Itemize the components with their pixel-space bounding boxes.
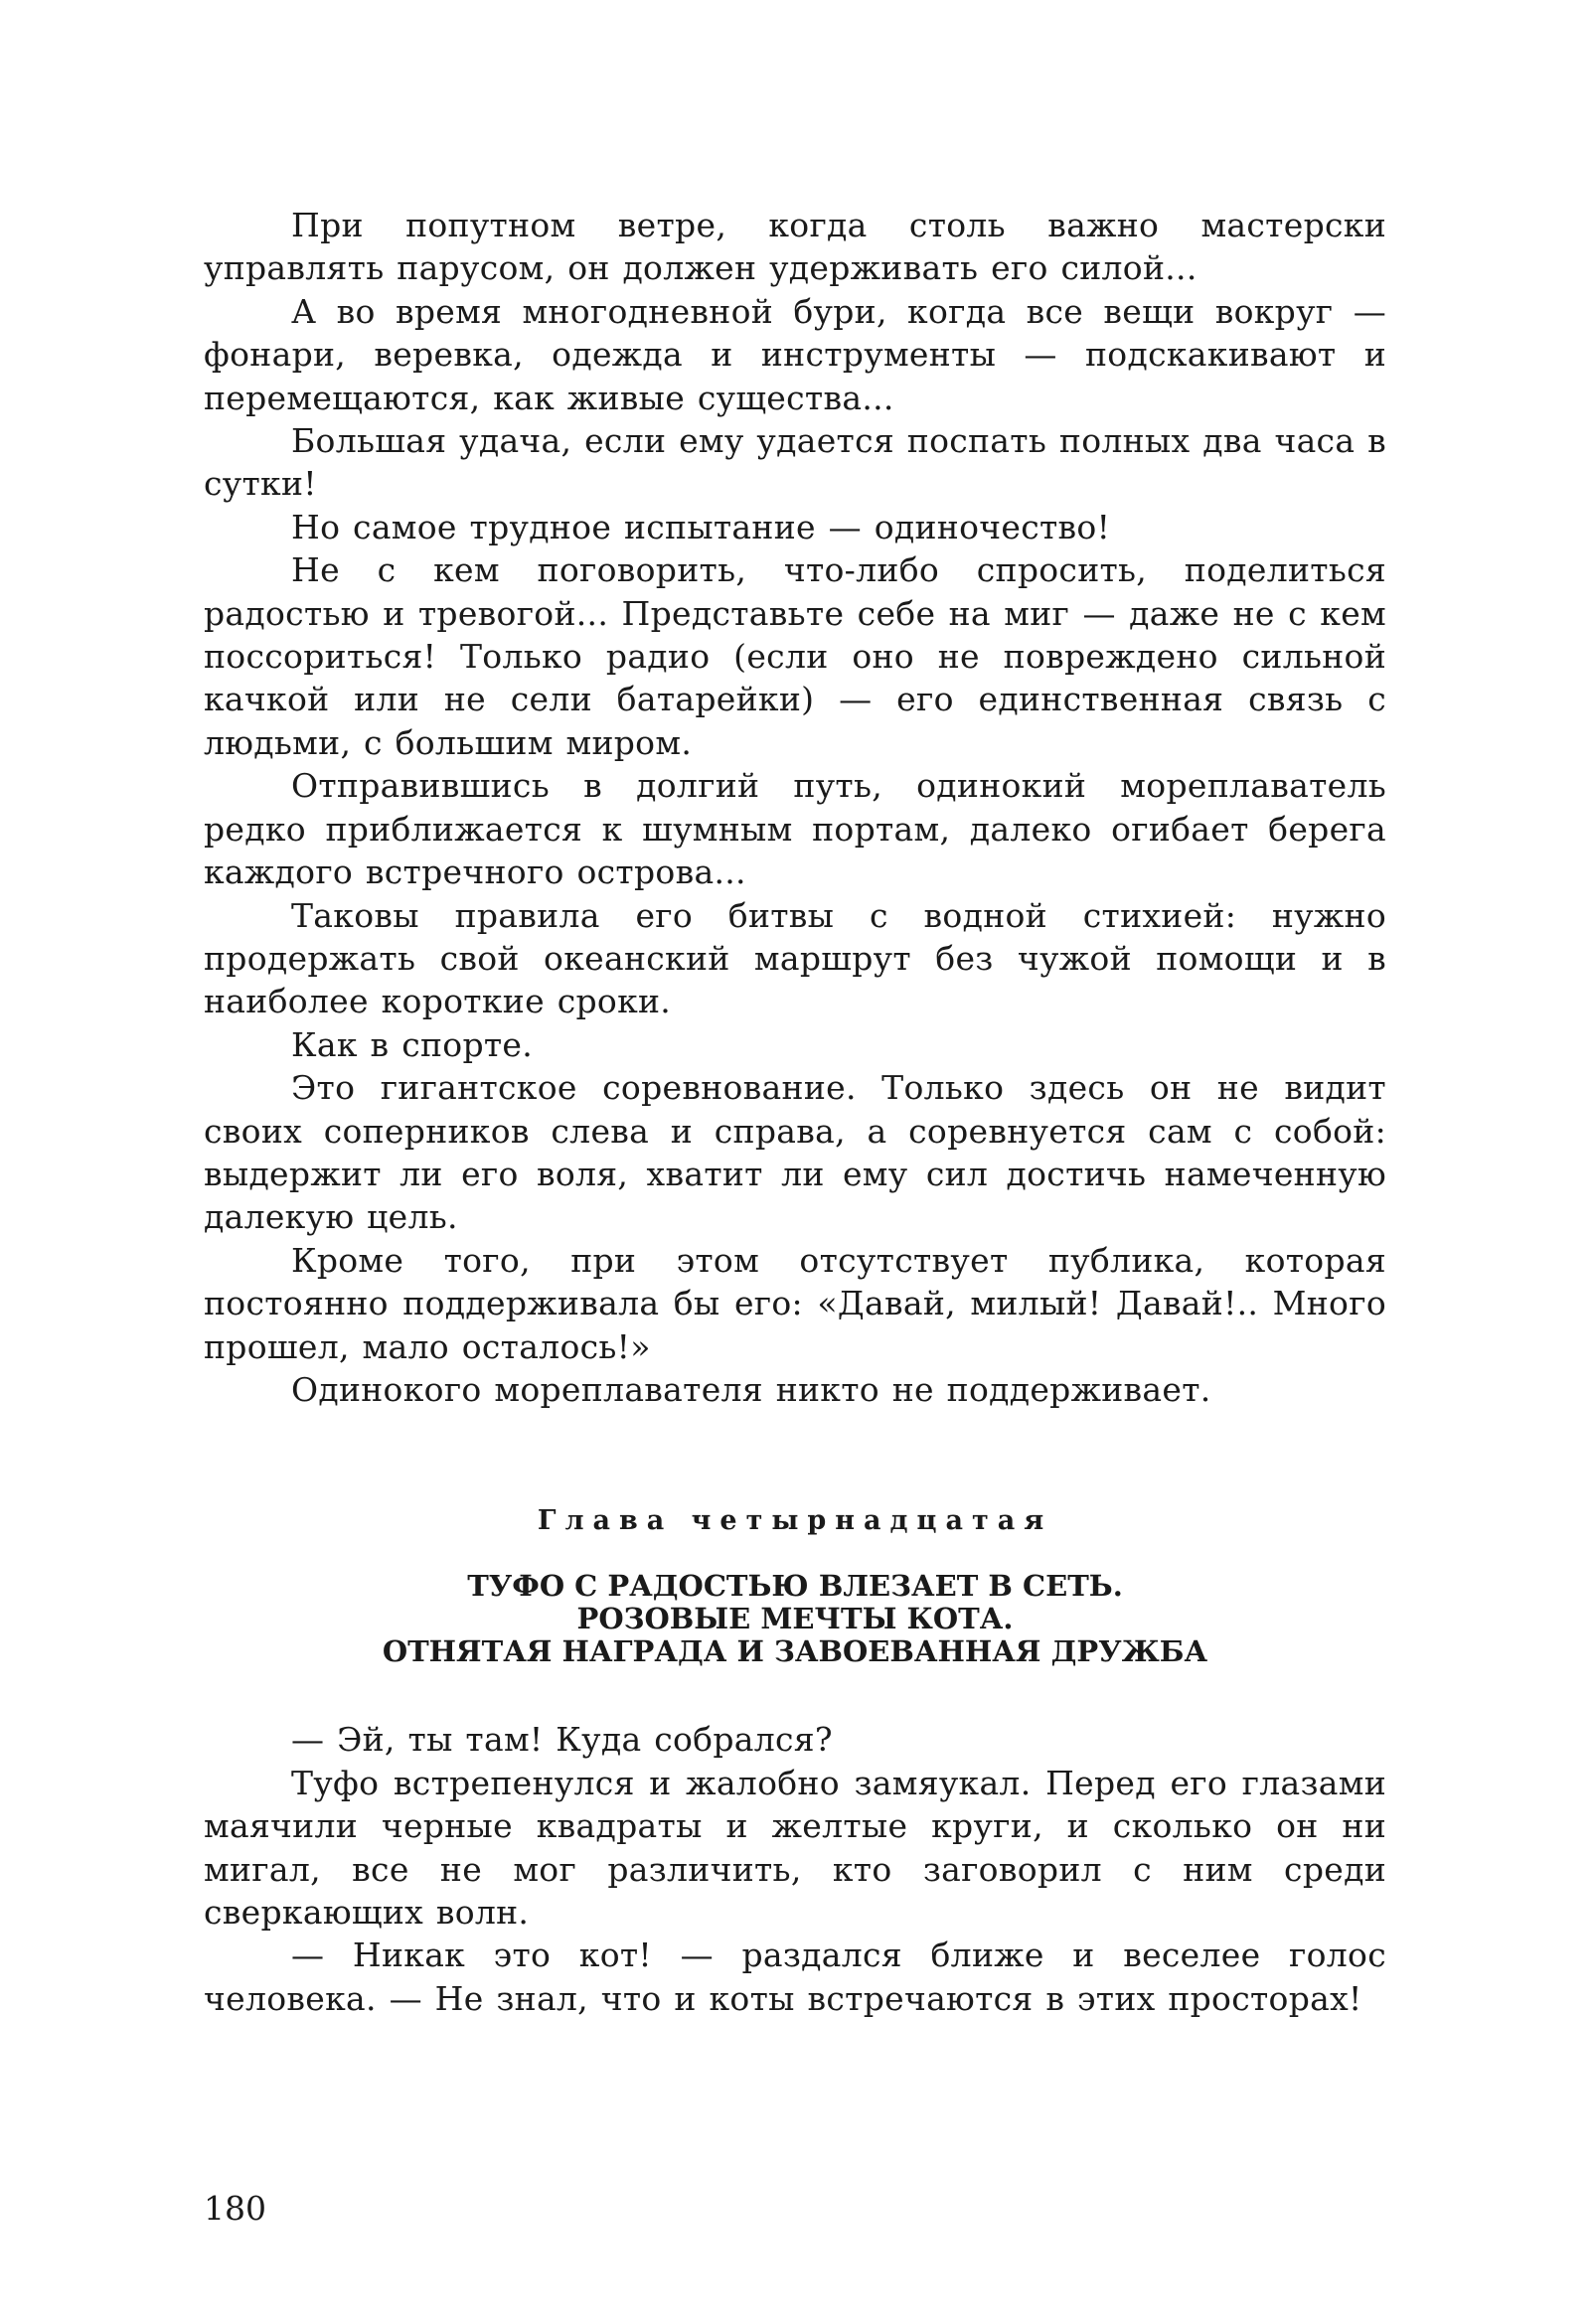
paragraph: — Эй, ты там! Куда собрался? (291, 1720, 833, 1760)
chapter-title (204, 1570, 1386, 1668)
paragraph: Одинокого мореплавателя никто не поддерживает. (291, 1369, 1211, 1409)
paragraph: А во время многодневной бури, когда все вещи вокруг — фонари, веревка, одежда и инструменты — подскакивают и перемещаются, как живые существа... (204, 291, 1386, 417)
section-1 (204, 204, 1386, 1411)
paragraph: При попутном ветре, когда столь важно мастерски управлять парусом, он должен удерживать его силой... (204, 206, 1386, 288)
paragraph: Не с кем поговорить, что-либо спросить, поделиться радостью и тревогой... Представьте себе на миг — даже не с кем поссориться! Только радио (если оно не повреждено сильной качкой или не сели батарейки) — его единственная связь с людьми, с большим миром. (204, 550, 1386, 762)
chapter-label: Глава четырнадцатая (537, 1505, 1053, 1537)
paragraph: Как в спорте. (291, 1024, 534, 1064)
paragraph: Отправившись в долгий путь, одинокий мореплаватель редко приближается к шумным портам, далеко огибает берега каждого встречного острова... (204, 766, 1386, 892)
chapter-title-line: ТУФО С РАДОСТЬЮ ВЛЕЗАЕТ В СЕТЬ. (467, 1569, 1123, 1604)
page-body (204, 204, 1386, 2020)
paragraph: Таковы правила его битвы с водной стихией: нужно продержать свой океанский маршрут без чужой помощи и в наиболее короткие сроки. (204, 895, 1386, 1021)
page-number: 180 (204, 2189, 266, 2228)
chapter-title-line: РОЗОВЫЕ МЕЧТЫ КОТА. (576, 1602, 1014, 1636)
paragraph: — Никак это кот! — раздался ближе и веселее голос человека. — Не знал, что и коты встречаются в этих просторах! (204, 1936, 1386, 2018)
paragraph: Туфо встрепенулся и жалобно замяукал. Перед его глазами маячили черные квадраты и желтые круги, и сколько он ни мигал, все не мог различить, кто заговорил с ним среди сверкающих волн. (204, 1763, 1386, 1932)
paragraph: Большая удача, если ему удается поспать полных два часа в сутки! (204, 421, 1386, 504)
chapter-heading (204, 1505, 1386, 1668)
paragraph: Но самое трудное испытание — одиночество! (291, 507, 1111, 546)
paragraph: Кроме того, при этом отсутствует публика, которая постоянно поддерживала бы его: «Давай, милый! Давай!.. Много прошел, мало осталось!» (204, 1240, 1386, 1366)
chapter-title-line: ОТНЯТАЯ НАГРАДА И ЗАВОЕВАННАЯ ДРУЖБА (382, 1634, 1208, 1669)
paragraph: Это гигантское соревнование. Только здесь он не видит своих соперников слева и справа, а соревнуется сам с собой: выдержит ли его воля, хватит ли ему сил достичь намеченную далекую цель. (204, 1068, 1386, 1237)
section-2 (204, 1718, 1386, 2020)
